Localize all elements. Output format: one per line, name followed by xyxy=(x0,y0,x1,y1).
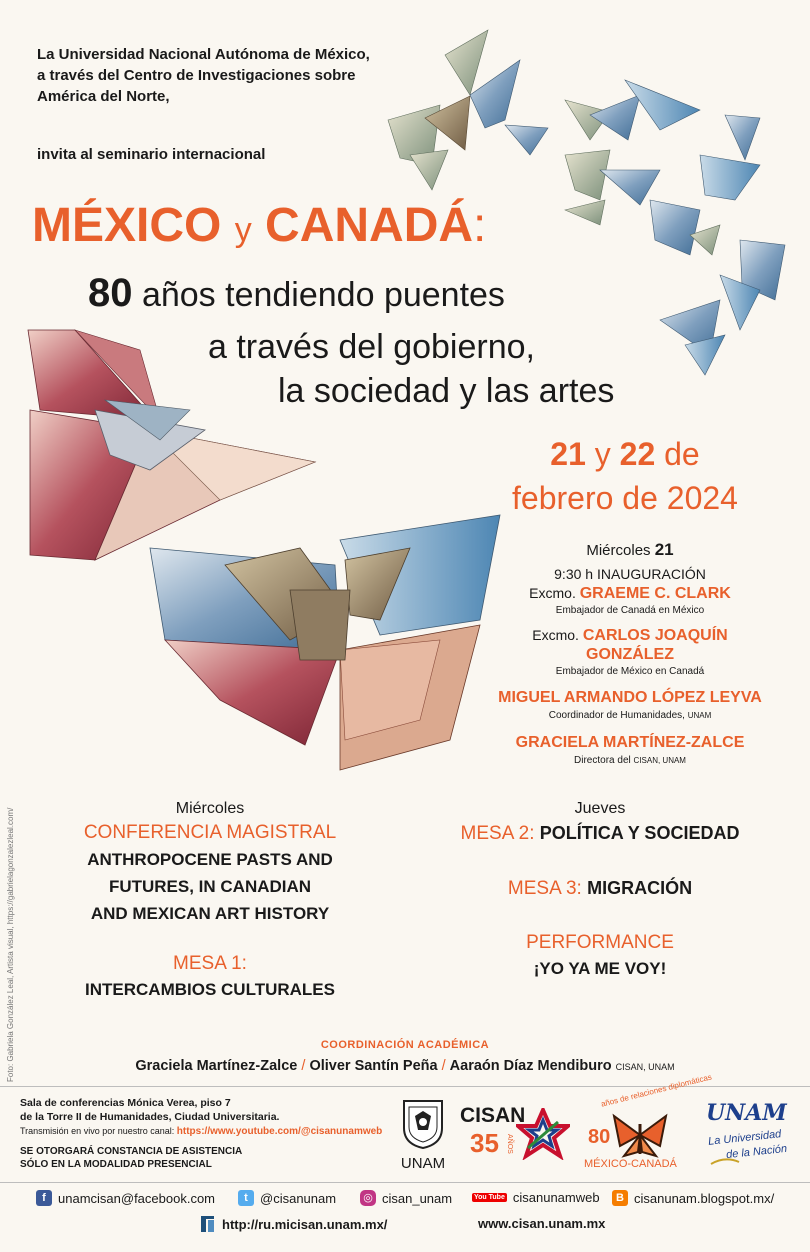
speaker-3-org: UNAM xyxy=(687,711,712,720)
title-y: y xyxy=(234,211,252,249)
subtitle-line-2: a través del gobierno, xyxy=(208,328,535,366)
unam-script-text: UNAM xyxy=(706,1100,787,1126)
title-mexico: MÉXICO xyxy=(32,199,222,252)
twitter-icon: t xyxy=(238,1190,254,1206)
center-butterfly xyxy=(150,515,500,770)
date-de: de xyxy=(664,436,700,472)
opening-day-num: 21 xyxy=(654,540,674,559)
instagram-text: cisan_unam xyxy=(382,1190,453,1206)
mesa-1-title: INTERCAMBIOS CULTURALES xyxy=(85,980,335,999)
speaker-4-role xyxy=(485,753,775,768)
mesa-2-label: MESA 2: xyxy=(460,823,535,844)
speaker-3-role xyxy=(485,708,775,723)
title-colon: : xyxy=(473,199,487,252)
stream-link[interactable]: https://www.youtube.com/@cisanunamweb xyxy=(176,1126,383,1137)
mesa-1-label: MESA 1: xyxy=(173,953,247,974)
relations-80: 80 xyxy=(588,1126,611,1148)
monarch-butterfly-icon xyxy=(612,1112,668,1158)
speaker-3-role-text: Coordinador de Humanidades, xyxy=(548,710,685,721)
facebook-text: unamcisan@facebook.com xyxy=(58,1190,215,1206)
blogger-icon: B xyxy=(612,1190,628,1206)
relations-arc-text: años de relaciones diplomáticas xyxy=(600,1072,713,1109)
speaker-2-name-1: CARLOS JOAQUÍN xyxy=(582,627,728,644)
mexico-canada-80-logo xyxy=(582,1072,713,1176)
unam-shield-logo xyxy=(393,1098,453,1176)
speaker-4-role-text: Directora del xyxy=(574,755,631,766)
mesa-2-title: POLÍTICA Y SOCIEDAD xyxy=(539,823,740,843)
speaker-2-role: Embajador de México en Canadá xyxy=(555,666,705,677)
coordinator-2: Oliver Santín Peña xyxy=(309,1058,438,1074)
stream-label: Transmisión en vivo por nuestro canal: xyxy=(20,1126,175,1136)
intro-line-1: La Universidad Nacional Autónoma de México, xyxy=(37,46,370,63)
mesa-3-title: MIGRACIÓN xyxy=(587,878,693,898)
invite-text: invita al seminario internacional xyxy=(37,146,266,163)
speaker-2-prefix: Excmo. xyxy=(532,627,579,643)
venue-line-1: Sala de conferencias Mónica Verea, piso 7 xyxy=(20,1097,231,1109)
coordinator-1: Graciela Martínez-Zalce xyxy=(135,1058,298,1074)
blog-text: cisanunam.blogspot.mx/ xyxy=(634,1190,775,1206)
event-date xyxy=(470,432,780,520)
repository-icon xyxy=(200,1214,216,1234)
instagram-icon: ◎ xyxy=(360,1190,376,1206)
facebook-link[interactable] xyxy=(36,1190,215,1206)
thursday-program xyxy=(430,798,770,982)
twitter-link[interactable] xyxy=(238,1190,336,1206)
speaker-2-name-2: GONZÁLEZ xyxy=(586,646,674,663)
cisan-anos: AÑOS xyxy=(506,1134,513,1154)
speaker-1-name: GRAEME C. CLARK xyxy=(579,585,731,602)
blog-link[interactable] xyxy=(612,1190,774,1206)
unam-nacion-logo xyxy=(704,1100,796,1172)
unam-swoosh-icon xyxy=(710,1158,740,1166)
mesa-2 xyxy=(430,820,770,847)
date-day-2: 22 xyxy=(619,436,656,472)
coord-sep-2: / xyxy=(441,1058,446,1074)
unam-shield-icon xyxy=(400,1098,446,1150)
date-y: y xyxy=(594,436,611,472)
coordination-names xyxy=(0,1058,810,1074)
coordination-label: COORDINACIÓN ACADÉMICA xyxy=(320,1039,490,1051)
intro-block xyxy=(37,44,370,107)
youtube-text: cisanunamweb xyxy=(512,1190,600,1205)
cisan-star-icon xyxy=(516,1108,570,1160)
subtitle-80: 80 xyxy=(88,271,133,315)
wednesday-program xyxy=(40,798,380,1003)
speaker-1-role: Embajador de Canadá en México xyxy=(555,605,705,616)
speaker-4-name: GRACIELA MARTÍNEZ-ZALCE xyxy=(515,734,745,751)
intro-line-2: a través del Centro de Investigaciones sobre xyxy=(37,67,356,84)
cisan-35-logo xyxy=(458,1104,578,1166)
mesa-3-label: MESA 3: xyxy=(507,878,582,899)
twitter-text: @cisanunam xyxy=(260,1190,337,1206)
conference-title-1: ANTHROPOCENE PASTS AND xyxy=(87,850,333,869)
unam-logo-text: UNAM xyxy=(400,1155,446,1172)
cisan-35-number: 35 xyxy=(470,1128,499,1158)
relations-bottom-text: MÉXICO-CANADÁ xyxy=(584,1158,677,1170)
date-day-1: 21 xyxy=(550,436,586,472)
website-link[interactable]: www.cisan.unam.mx xyxy=(478,1216,606,1231)
venue-block xyxy=(20,1096,390,1171)
speaker-2 xyxy=(485,625,775,646)
attendance-note-1: SE OTORGARÁ CONSTANCIA DE ASISTENCIA xyxy=(20,1146,243,1157)
thursday-label: Jueves xyxy=(574,800,626,817)
photo-credit: Foto: Gabriela González Leal, Artista visual, https://gabrielagonzalezleal.com/ xyxy=(6,807,15,1082)
opening-day xyxy=(485,540,775,561)
mesa-3 xyxy=(430,875,770,902)
speaker-1 xyxy=(485,584,775,603)
conference-label: CONFERENCIA MAGISTRAL xyxy=(83,822,337,843)
conference-title-2: FUTURES, IN CANADIAN xyxy=(108,877,312,896)
intro-line-3: América del Norte, xyxy=(37,88,170,105)
facebook-icon: f xyxy=(36,1190,52,1206)
speaker-4-org: CISAN, UNAM xyxy=(633,756,686,765)
opening-schedule xyxy=(485,540,775,768)
opening-day-label: Miércoles xyxy=(586,542,651,559)
subtitle-line-3: la sociedad y las artes xyxy=(278,372,615,410)
subtitle-rest: años tendiendo puentes xyxy=(141,276,505,314)
subtitle-line-1 xyxy=(88,272,505,316)
repository-link[interactable] xyxy=(200,1214,387,1234)
repository-text: http://ru.micisan.unam.mx/ xyxy=(222,1216,388,1232)
performance-label: PERFORMANCE xyxy=(526,932,674,953)
coordination-org: CISAN, UNAM xyxy=(615,1062,675,1072)
event-title xyxy=(32,198,486,258)
wednesday-label: Miércoles xyxy=(175,800,245,817)
coordinator-3: Aaraón Díaz Mendiburo xyxy=(449,1058,612,1074)
divider-bottom xyxy=(0,1182,810,1183)
title-canada: CANADÁ xyxy=(265,199,474,252)
cisan-logo-text: CISAN xyxy=(460,1104,526,1127)
date-line-2: febrero de 2024 xyxy=(512,480,738,516)
youtube-icon: You Tube xyxy=(474,1194,505,1201)
speaker-1-prefix: Excmo. xyxy=(529,585,576,601)
speaker-3-name: MIGUEL ARMANDO LÓPEZ LEYVA xyxy=(498,689,762,706)
unam-tagline-1: La Universidad xyxy=(707,1128,782,1148)
youtube-link[interactable] xyxy=(472,1190,600,1205)
instagram-link[interactable] xyxy=(360,1190,452,1206)
unam-tagline-2: de la Nación xyxy=(725,1142,788,1162)
coord-sep-1: / xyxy=(301,1058,306,1074)
stream-line xyxy=(20,1124,390,1139)
venue-line-2: de la Torre II de Humanidades, Ciudad Universitaria. xyxy=(20,1111,280,1123)
date-line-1 xyxy=(470,432,780,476)
opening-inauguration: 9:30 h INAUGURACIÓN xyxy=(554,566,706,582)
attendance-note-2: SÓLO EN LA MODALIDAD PRESENCIAL xyxy=(20,1159,212,1170)
conference-title-3: AND MEXICAN ART HISTORY xyxy=(90,904,330,923)
performance-title: ¡YO YA ME VOY! xyxy=(533,959,667,978)
